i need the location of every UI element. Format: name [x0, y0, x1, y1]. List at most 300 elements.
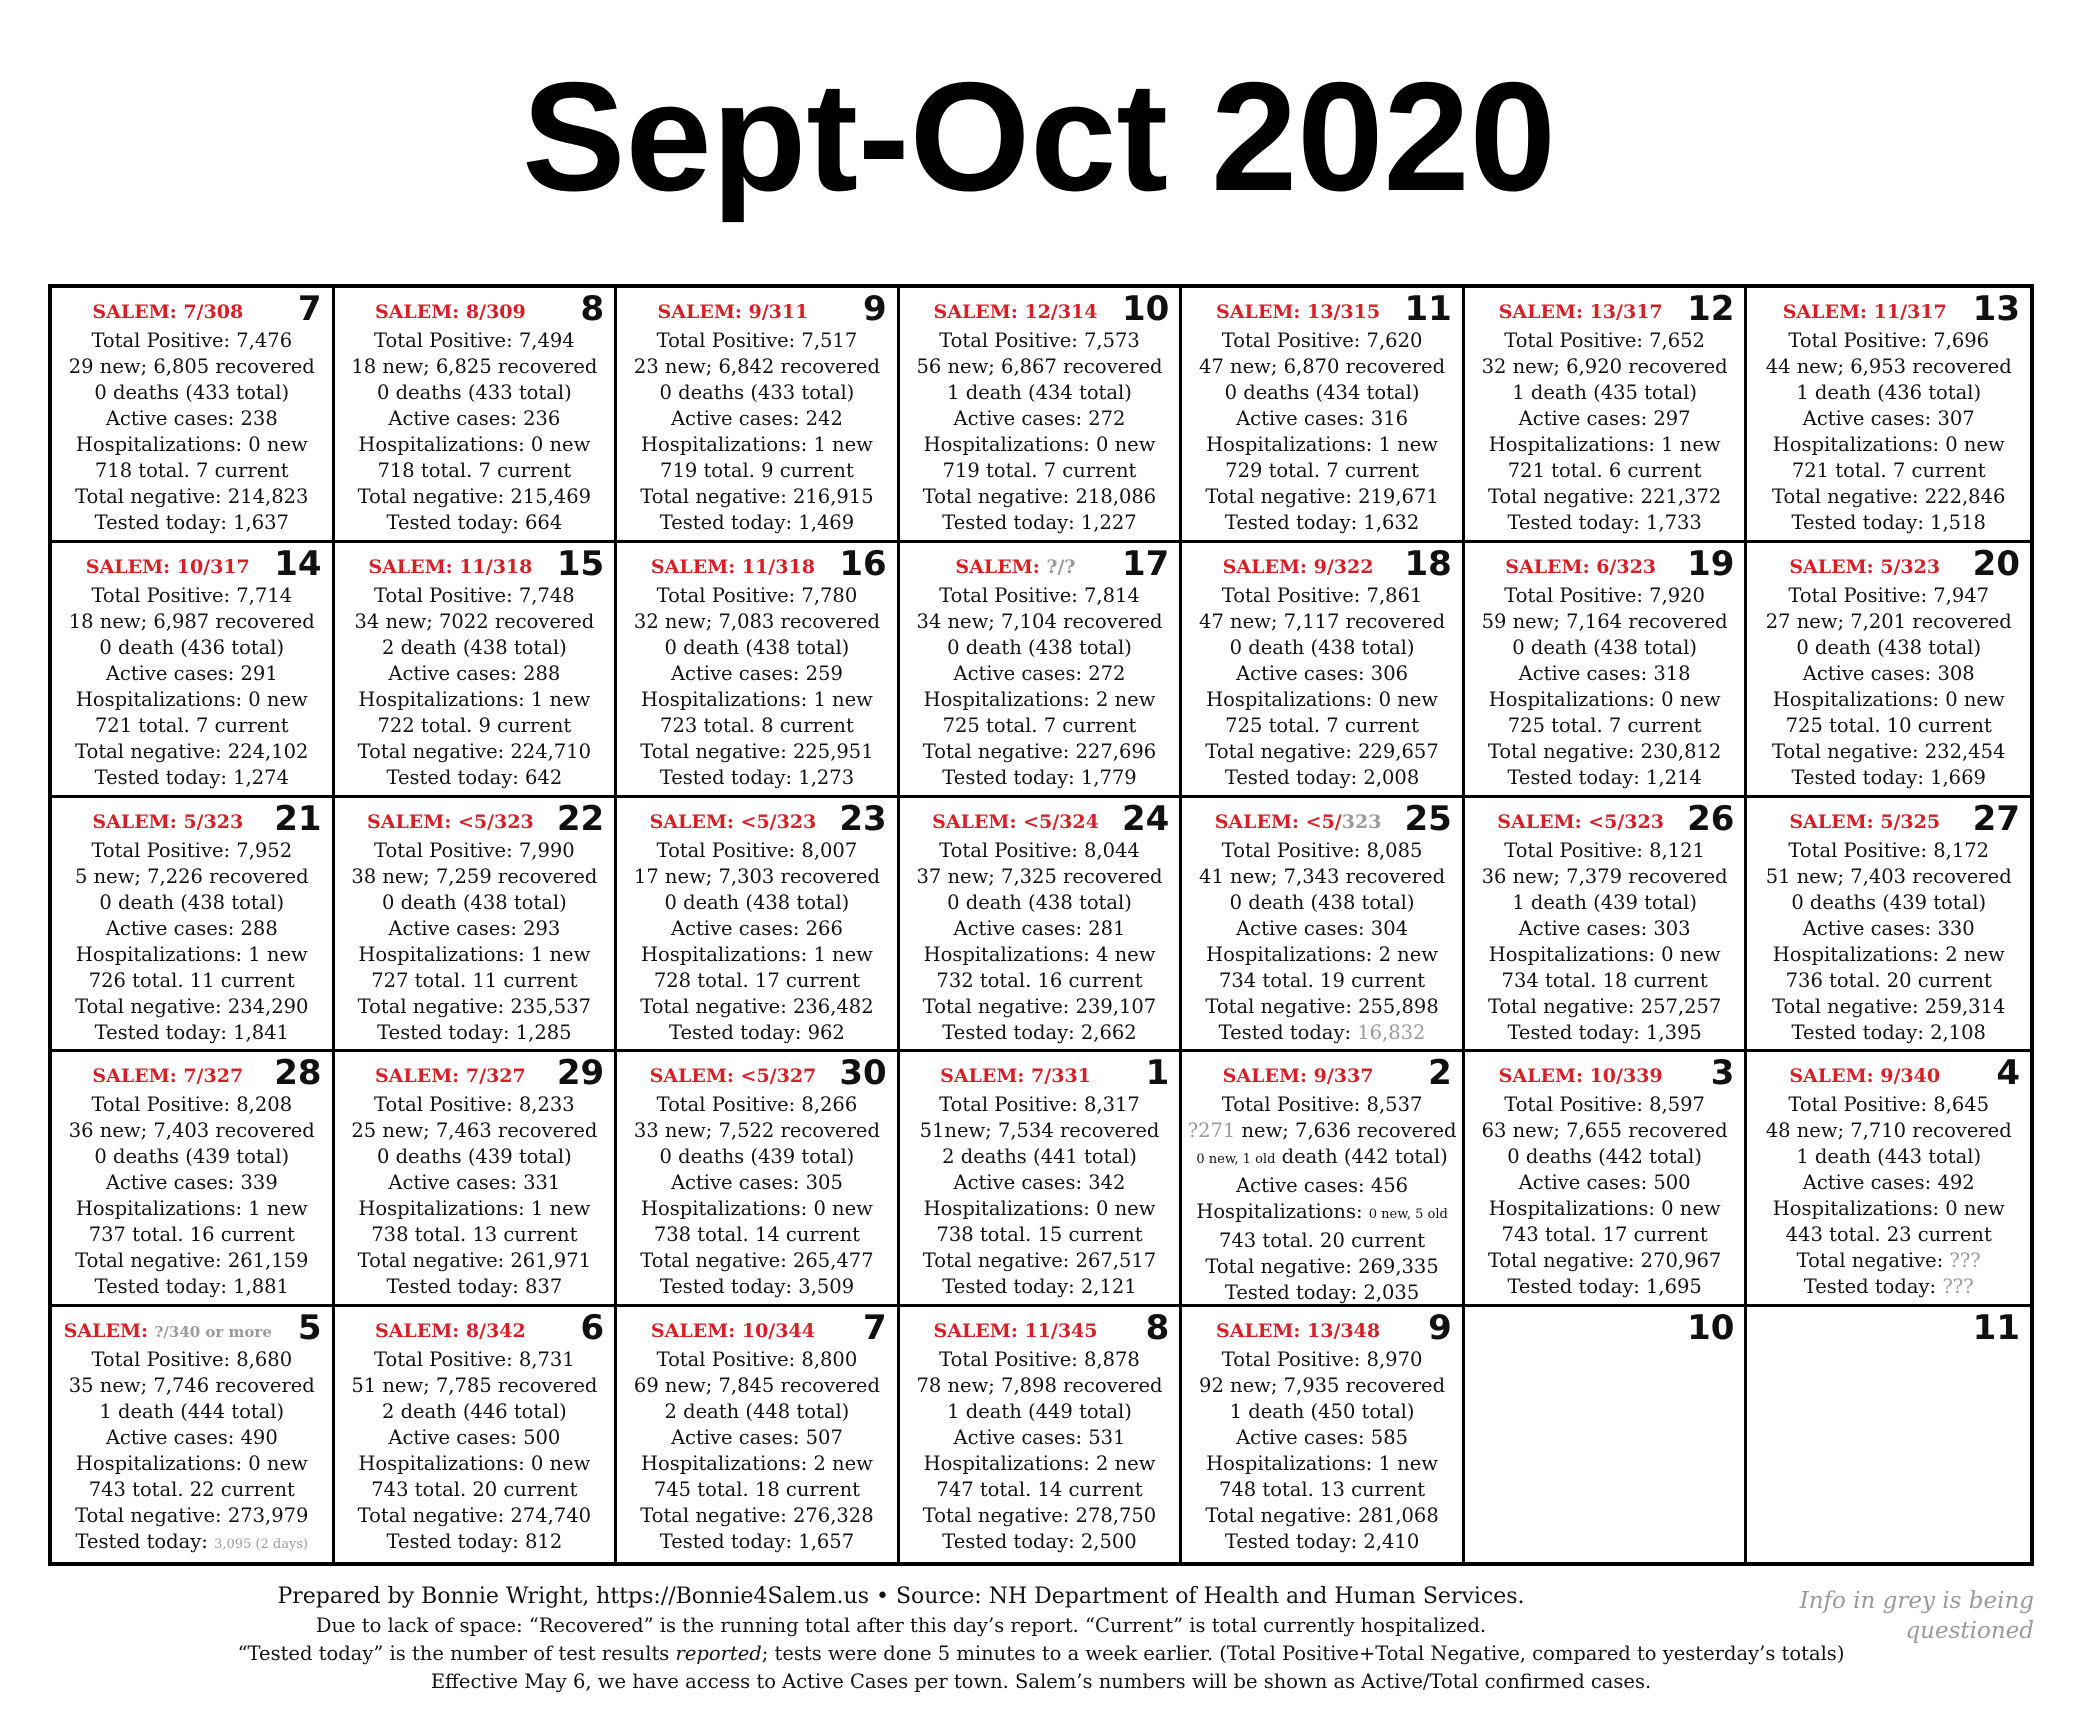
stat-line: Total Positive: 8,233 [374, 1093, 575, 1117]
salem-cases [1465, 810, 1697, 834]
stat-line: Total negative: 281,068 [1205, 1504, 1439, 1528]
day-number: 27 [1972, 798, 2020, 839]
stat-line: Active cases: 531 [953, 1426, 1126, 1450]
day-number: 24 [1121, 798, 1170, 839]
stat-line: Hospitalizations: 1 new [640, 433, 873, 456]
day-number: 2 [1428, 1053, 1452, 1094]
stat-line: Total Positive: 7,573 [939, 329, 1140, 352]
salem-cases [900, 555, 1132, 579]
stat-line: Total negative: 214,823 [75, 485, 309, 508]
stat-line: Hospitalizations: 0 new [75, 687, 308, 711]
stat-line: 47 new; 7,117 recovered [1199, 609, 1446, 633]
stat-line: 38 new; 7,259 recovered [351, 864, 598, 888]
stat-line: 2 death (438 total) [381, 635, 567, 659]
salem-label: SALEM: <5/323 [649, 810, 817, 833]
salem-label: SALEM: 10/339 [1498, 1065, 1663, 1088]
stat-line: Total Positive: 8,645 [1788, 1093, 1990, 1117]
stat-line: Total Positive: 7,476 [91, 329, 293, 352]
salem-cases [1465, 555, 1697, 579]
stat-line: 0 death (438 total) [1229, 635, 1415, 659]
stat-line: Hospitalizations: 2 new [640, 1452, 873, 1476]
stat-line: Active cases: 339 [105, 1171, 278, 1195]
stat-line: Total Positive: 8,007 [656, 838, 858, 862]
stat-line: 0 deaths (433 total) [94, 381, 290, 404]
stat-line: Hospitalizations: 1 new [75, 1197, 308, 1221]
stat-line: Total negative: 215,469 [357, 485, 592, 508]
stat-line [1182, 1144, 1462, 1173]
stat-line: Total Positive: 8,266 [656, 1093, 858, 1117]
stat-line: Total Positive: 8,970 [1221, 1348, 1423, 1372]
stat-line: Total Positive: 7,620 [1221, 329, 1423, 352]
stat-line: Hospitalizations: 4 new [923, 942, 1156, 966]
stat-line: Tested today: 1,227 [942, 511, 1137, 534]
stat-line: 1 death (434 total) [947, 381, 1132, 404]
stat-line: Total negative: 270,967 [1487, 1249, 1722, 1273]
stat-line: Active cases: 492 [1802, 1171, 1975, 1195]
salem-cases [900, 1064, 1132, 1088]
stat-line: Active cases: 331 [388, 1171, 561, 1195]
stat-line: 721 total. 7 current [1791, 459, 1986, 482]
day-number: 17 [1121, 543, 1170, 584]
day-cell [335, 798, 618, 1053]
day-cell-header [1182, 1052, 1462, 1092]
stat-line: Total Positive: 8,121 [1504, 838, 1705, 862]
stat-line: Active cases: 291 [105, 661, 278, 685]
stat-line: 36 new; 7,379 recovered [1481, 864, 1728, 888]
day-number: 19 [1687, 543, 1735, 584]
stat-line: Active cases: 585 [1236, 1426, 1409, 1450]
calendar-grid [48, 284, 2034, 1566]
stat-line: 48 new; 7,710 recovered [1765, 1119, 2012, 1143]
stat-line: Tested today: 2,035 [1224, 1281, 1420, 1305]
day-cell [335, 543, 618, 798]
day-cell-header [1182, 543, 1462, 583]
stat-line: Total Positive: 7,990 [374, 838, 575, 862]
stat-line: Hospitalizations: 1 new [358, 942, 591, 966]
stat-line: Total negative: 257,257 [1487, 994, 1722, 1018]
salem-cases [52, 1064, 284, 1088]
stat-line: Total Positive: 8,597 [1504, 1093, 1705, 1117]
day-cell-header [1747, 288, 2030, 328]
salem-label: SALEM: [955, 555, 1047, 578]
salem-label: SALEM: 13/348 [1216, 1320, 1381, 1343]
salem-cases [617, 555, 849, 579]
footer-active-note: Effective May 6, we have access to Active Cases per town. Salem’s numbers will be shown as Active/Total confirmed cases. [430, 1670, 1652, 1693]
day-cell-header [335, 798, 615, 838]
stat-line: Tested today: 1,637 [94, 511, 289, 534]
stat-line: Total negative: 219,671 [1205, 485, 1439, 508]
stat-line: 32 new; 7,083 recovered [633, 609, 880, 633]
day-cell-header [1747, 1307, 2030, 1347]
stat-line: Active cases: 281 [953, 916, 1126, 940]
stat-line: 33 new; 7,522 recovered [633, 1119, 880, 1143]
stat-line: Hospitalizations: 2 new [1206, 942, 1438, 966]
stat-line: Hospitalizations: 2 new [923, 687, 1156, 711]
stat-line: Total negative: 225,951 [640, 739, 874, 763]
stat-line: 47 new; 6,870 recovered [1199, 355, 1446, 378]
day-cell-header [617, 1052, 897, 1092]
salem-label: SALEM: 9/340 [1789, 1065, 1941, 1088]
stat-line: 726 total. 11 current [88, 968, 295, 992]
stat-line: Hospitalizations: 1 new [358, 1197, 591, 1221]
stat-line: 44 new; 6,953 recovered [1765, 355, 2012, 378]
day-cell-header [617, 1307, 897, 1347]
day-cell-header [52, 543, 332, 583]
day-cell-header [1465, 798, 1745, 838]
stat-line: Active cases: 238 [105, 407, 278, 430]
stat-line: 738 total. 13 current [371, 1223, 578, 1247]
stat-line: Tested today: 3,509 [659, 1275, 855, 1299]
stat-line: Active cases: 305 [670, 1171, 843, 1195]
day-cell-header [1182, 288, 1462, 328]
stat-line: 2 death (448 total) [664, 1400, 850, 1424]
stat-line: 29 new; 6,805 recovered [68, 355, 315, 378]
day-cell-header [52, 1052, 332, 1092]
stat-line: Total negative: 235,537 [357, 994, 592, 1018]
stat-line: 748 total. 13 current [1218, 1478, 1426, 1502]
stat-line: 721 total. 7 current [94, 713, 289, 737]
salem-label: SALEM: 7/327 [374, 1065, 526, 1088]
day-number: 14 [274, 543, 322, 584]
stat-line: 737 total. 16 current [88, 1223, 295, 1247]
questioned-value: ??? [1949, 1249, 1981, 1273]
stat-line: Total Positive: 8,878 [939, 1348, 1140, 1372]
stat-line: 718 total. 7 current [377, 459, 572, 482]
stat-line: 59 new; 7,164 recovered [1481, 609, 1728, 633]
salem-label: SALEM: 9/311 [657, 301, 809, 323]
stat-line: Tested today: 1,733 [1507, 511, 1702, 534]
stat-line: Total Positive: 8,208 [91, 1093, 293, 1117]
day-cell [900, 1307, 1183, 1562]
stat-line: Hospitalizations: 0 new [1772, 687, 2005, 711]
stat-line: Hospitalizations: 0 new [75, 433, 308, 456]
day-cell-header [52, 798, 332, 838]
day-cell-header [1465, 1307, 1745, 1347]
stat-line: Hospitalizations: 1 new [1206, 433, 1438, 456]
salem-label: SALEM: 12/314 [933, 301, 1098, 323]
day-number: 4 [1996, 1053, 2020, 1094]
stat-line: Total Positive: 7,861 [1221, 583, 1423, 607]
stat-line: 92 new; 7,935 recovered [1199, 1374, 1446, 1398]
stat-line: 719 total. 7 current [942, 459, 1137, 482]
day-number: 11 [1972, 1308, 2020, 1349]
stat-line: 35 new; 7,746 recovered [68, 1374, 315, 1398]
stat-line: Hospitalizations: 1 new [640, 942, 873, 966]
stat-line: Active cases: 293 [388, 916, 561, 940]
stat-line: 725 total. 7 current [942, 713, 1137, 737]
stat-line [1182, 1020, 1462, 1046]
salem-label: SALEM: 11/345 [933, 1320, 1098, 1343]
salem-label: SALEM: 7/327 [92, 1065, 244, 1088]
day-cell [52, 1307, 335, 1562]
salem-cases [335, 810, 567, 834]
salem-cases [900, 810, 1132, 834]
stat-line: Active cases: 456 [1236, 1174, 1409, 1198]
salem-label: SALEM: 8/309 [374, 301, 526, 323]
day-cell [1465, 1307, 1748, 1562]
stat-line: Hospitalizations: 0 new [923, 433, 1156, 456]
day-number: 1 [1145, 1053, 1170, 1094]
day-cell [1465, 798, 1748, 1053]
stat-line: 718 total. 7 current [94, 459, 289, 482]
stat-line: Tested today: 1,273 [659, 765, 855, 789]
stat-line: 69 new; 7,845 recovered [633, 1374, 880, 1398]
stat-line: 5 new; 7,226 recovered [74, 864, 309, 888]
stat-line: Tested today: 837 [386, 1275, 563, 1299]
day-number: 13 [1972, 289, 2020, 329]
day-cell [1182, 288, 1465, 543]
stat-line: Total negative: 222,846 [1772, 485, 2006, 508]
day-number: 28 [274, 1053, 322, 1094]
stat-line: Tested today: 962 [669, 1020, 845, 1044]
stat-line: 725 total. 7 current [1225, 713, 1419, 737]
salem-cases [1182, 300, 1414, 324]
footer-recovered-note: Due to lack of space: “Recovered” is the running total after this day’s report. “Current” is total currently hospitalized. [315, 1614, 1487, 1637]
salem-cases [617, 300, 849, 324]
day-number: 12 [1687, 289, 1735, 329]
stat-line: Total negative: 261,971 [357, 1249, 592, 1273]
day-cell-header [335, 288, 615, 328]
salem-cases [335, 300, 567, 324]
day-cell [900, 1052, 1183, 1307]
stat-line: Hospitalizations: 1 new [1206, 1452, 1438, 1476]
day-number: 29 [556, 1053, 605, 1094]
stat-line: Hospitalizations: 0 new [1488, 942, 1721, 966]
stat-line: 1 death (450 total) [1229, 1400, 1415, 1424]
footer-tested-note-em: reported [675, 1642, 762, 1665]
stat-line: 1 death (439 total) [1512, 890, 1698, 914]
stat-line: Hospitalizations: 2 new [923, 1452, 1156, 1476]
salem-label: SALEM: 5/325 [1789, 810, 1941, 833]
stat-line: Tested today: 1,695 [1507, 1275, 1702, 1299]
salem-label: SALEM: 7/331 [940, 1065, 1091, 1088]
salem-label: SALEM: 6/323 [1505, 555, 1657, 578]
stat-line: Total Positive: 7,780 [656, 583, 858, 607]
day-cell [900, 288, 1183, 543]
footer-tested-note-a: “Tested today” is the number of test results [237, 1642, 676, 1665]
stat-line: Active cases: 490 [105, 1426, 278, 1450]
stat-line: Tested today: 1,841 [94, 1020, 289, 1044]
stat-line: 0 death (438 total) [947, 890, 1132, 914]
salem-cases [52, 555, 284, 579]
stat-line: 23 new; 6,842 recovered [633, 355, 880, 378]
stat-line: Total Positive: 7,748 [374, 583, 575, 607]
stat-line: 727 total. 11 current [371, 968, 578, 992]
day-number: 23 [839, 798, 887, 839]
stat-line: 722 total. 9 current [377, 713, 572, 737]
stat-line: Tested today: 642 [386, 765, 563, 789]
day-number: 9 [1428, 1308, 1452, 1349]
stat-line: 738 total. 15 current [936, 1223, 1143, 1247]
stat-line: Total negative: 224,710 [357, 739, 592, 763]
stat-line: 63 new; 7,655 recovered [1481, 1119, 1728, 1143]
day-cell [617, 1052, 900, 1307]
stat-line: Total Positive: 8,680 [91, 1348, 293, 1372]
day-number: 8 [580, 289, 605, 329]
day-cell-header [617, 288, 897, 328]
stat-line: 0 death (438 total) [1512, 635, 1698, 659]
day-number: 22 [556, 798, 605, 839]
stat-line: Hospitalizations: 0 new [1488, 687, 1721, 711]
stat-line: Hospitalizations: 0 new [1488, 1197, 1721, 1221]
stat-line: 1 death (449 total) [947, 1400, 1132, 1424]
salem-label: SALEM: 5/323 [92, 810, 244, 833]
stat-line: 719 total. 9 current [660, 459, 854, 482]
stat-line: Hospitalizations: 0 new [1206, 687, 1438, 711]
stat-line: Tested today: 812 [386, 1530, 563, 1554]
stat-line: Total negative: 239,107 [922, 994, 1157, 1018]
stat-text: Tested today: [75, 1530, 215, 1554]
stat-line: Hospitalizations: 1 new [640, 687, 873, 711]
stat-line: Total negative: 269,335 [1205, 1255, 1439, 1279]
stat-line: Hospitalizations: 0 new [358, 433, 591, 456]
stat-line: 51 new; 7,785 recovered [351, 1374, 598, 1398]
stat-line: 736 total. 20 current [1785, 968, 1992, 992]
footer-source-line: Prepared by Bonnie Wright, https://Bonnie4Salem.us • Source: NH Department of Health and Human Services. [277, 1584, 1525, 1609]
stat-line: 0 death (438 total) [664, 635, 850, 659]
day-cell-header [52, 288, 332, 328]
stat-line: 0 deaths (439 total) [376, 1145, 572, 1169]
salem-cases [52, 810, 284, 834]
salem-cases [900, 1319, 1132, 1343]
stat-line: 2 deaths (441 total) [942, 1145, 1137, 1169]
salem-cases [1465, 300, 1697, 324]
stat-line: Total negative: 232,454 [1772, 739, 2006, 763]
day-cell-header [900, 543, 1180, 583]
stat-line: Active cases: 259 [670, 661, 843, 685]
salem-label: SALEM: 8/342 [374, 1320, 526, 1343]
day-number: 9 [863, 289, 887, 329]
stat-line: 1 death (435 total) [1512, 381, 1698, 404]
day-cell [335, 1052, 618, 1307]
day-cell-header [900, 1052, 1180, 1092]
stat-line: Total Positive: 8,731 [374, 1348, 575, 1372]
salem-cases [1465, 1064, 1697, 1088]
day-cell [1465, 288, 1748, 543]
stat-line: 2 death (446 total) [381, 1400, 567, 1424]
salem-label: SALEM: 7/308 [92, 301, 244, 323]
day-cell [900, 543, 1183, 798]
footer-tested-note-b: ; tests were done 5 minutes to a week earlier. (Total Positive+Total Negative, compared to yesterday’s totals) [761, 1642, 1845, 1665]
stat-line: Active cases: 303 [1518, 916, 1691, 940]
day-cell [1182, 1307, 1465, 1562]
day-cell [617, 543, 900, 798]
stat-line: 36 new; 7,403 recovered [68, 1119, 315, 1143]
stat-line: 56 new; 6,867 recovered [916, 355, 1163, 378]
stat-line: 745 total. 18 current [653, 1478, 860, 1502]
stat-line: 728 total. 17 current [653, 968, 860, 992]
day-cell [1465, 1052, 1748, 1307]
stat-line: Total negative: 236,482 [640, 994, 874, 1018]
stat-line: Hospitalizations: 0 new [923, 1197, 1156, 1221]
stat-line: Active cases: 507 [670, 1426, 843, 1450]
day-cell [1465, 543, 1748, 798]
salem-cases [1182, 555, 1414, 579]
day-cell [1182, 1052, 1465, 1307]
day-number: 5 [297, 1308, 322, 1349]
stat-line: Total negative: 265,477 [640, 1249, 874, 1273]
salem-cases [52, 300, 284, 324]
stat-line: Total Positive: 7,920 [1504, 583, 1705, 607]
salem-label: SALEM: 11/317 [1782, 301, 1947, 323]
stat-line: Active cases: 288 [388, 661, 561, 685]
day-number: 6 [580, 1308, 605, 1349]
day-number: 8 [1145, 1308, 1170, 1349]
stat-line: Active cases: 500 [1518, 1171, 1691, 1195]
salem-cases [617, 1064, 849, 1088]
stat-line: Total Positive: 7,696 [1788, 329, 1990, 352]
stat-line: Active cases: 330 [1802, 916, 1975, 940]
salem-questioned-value: ?/340 or more [154, 1323, 272, 1342]
stat-line: Total Positive: 7,952 [91, 838, 293, 862]
day-cell-header [900, 288, 1180, 328]
salem-cases [52, 1319, 284, 1344]
stat-line: Tested today: 2,410 [1224, 1530, 1420, 1554]
stat-line: 51new; 7,534 recovered [919, 1119, 1160, 1143]
stat-line: Active cases: 297 [1518, 407, 1691, 430]
stat-line: Tested today: 2,121 [942, 1275, 1137, 1299]
stat-text: Tested today: [1218, 1020, 1358, 1044]
day-cell [1182, 798, 1465, 1053]
day-cell [617, 1307, 900, 1562]
stat-line: Total negative: 227,696 [922, 739, 1157, 763]
salem-label: SALEM: [63, 1320, 155, 1343]
stat-line: 721 total. 6 current [1507, 459, 1702, 482]
stat-line: Total negative: 267,517 [922, 1249, 1157, 1273]
stat-line: Hospitalizations: 0 new [75, 1452, 308, 1476]
day-cell [335, 1307, 618, 1562]
stat-line [52, 1529, 332, 1558]
day-cell-header [1182, 1307, 1462, 1347]
stat-line: 0 deaths (434 total) [1224, 381, 1420, 404]
salem-cases [617, 810, 849, 834]
stat-line: Tested today: 1,881 [94, 1275, 289, 1299]
stat-line: 18 new; 6,825 recovered [351, 355, 598, 378]
day-number: 20 [1972, 543, 2020, 584]
stat-line: 0 deaths (433 total) [376, 381, 572, 404]
stat-line: Total Positive: 8,537 [1221, 1093, 1423, 1117]
stat-line: 738 total. 14 current [653, 1223, 860, 1247]
stat-line: Total Positive: 7,947 [1788, 583, 1990, 607]
day-cell-header [1747, 798, 2030, 838]
salem-cases [1182, 810, 1414, 834]
day-number: 25 [1404, 798, 1452, 839]
salem-label: SALEM: 13/315 [1216, 301, 1381, 323]
stat-line: Active cases: 266 [670, 916, 843, 940]
day-number: 10 [1121, 289, 1170, 329]
stat-line: 0 death (438 total) [947, 635, 1132, 659]
stat-line: Total negative: 218,086 [922, 485, 1157, 508]
stat-line: 743 total. 17 current [1501, 1223, 1708, 1247]
stat-line: 17 new; 7,303 recovered [633, 864, 880, 888]
stat-line: Tested today: 1,657 [659, 1530, 855, 1554]
stat-line: Active cases: 242 [670, 407, 843, 430]
day-cell-header [335, 543, 615, 583]
stat-line: Total negative: 278,750 [922, 1504, 1157, 1528]
day-cell [900, 798, 1183, 1053]
stat-line: 443 total. 23 current [1785, 1223, 1992, 1247]
stat-line: Total Positive: 8,800 [656, 1348, 858, 1372]
stat-line: Total Positive: 8,317 [939, 1093, 1140, 1117]
stat-line: Total negative: 259,314 [1772, 994, 2006, 1018]
day-cell [52, 543, 335, 798]
day-cell [1182, 543, 1465, 798]
stat-line: Total negative: 229,657 [1205, 739, 1439, 763]
day-number: 16 [839, 543, 887, 584]
salem-cases [900, 300, 1132, 324]
footer [48, 1582, 2034, 1696]
stat-line: Tested today: 2,662 [942, 1020, 1137, 1044]
